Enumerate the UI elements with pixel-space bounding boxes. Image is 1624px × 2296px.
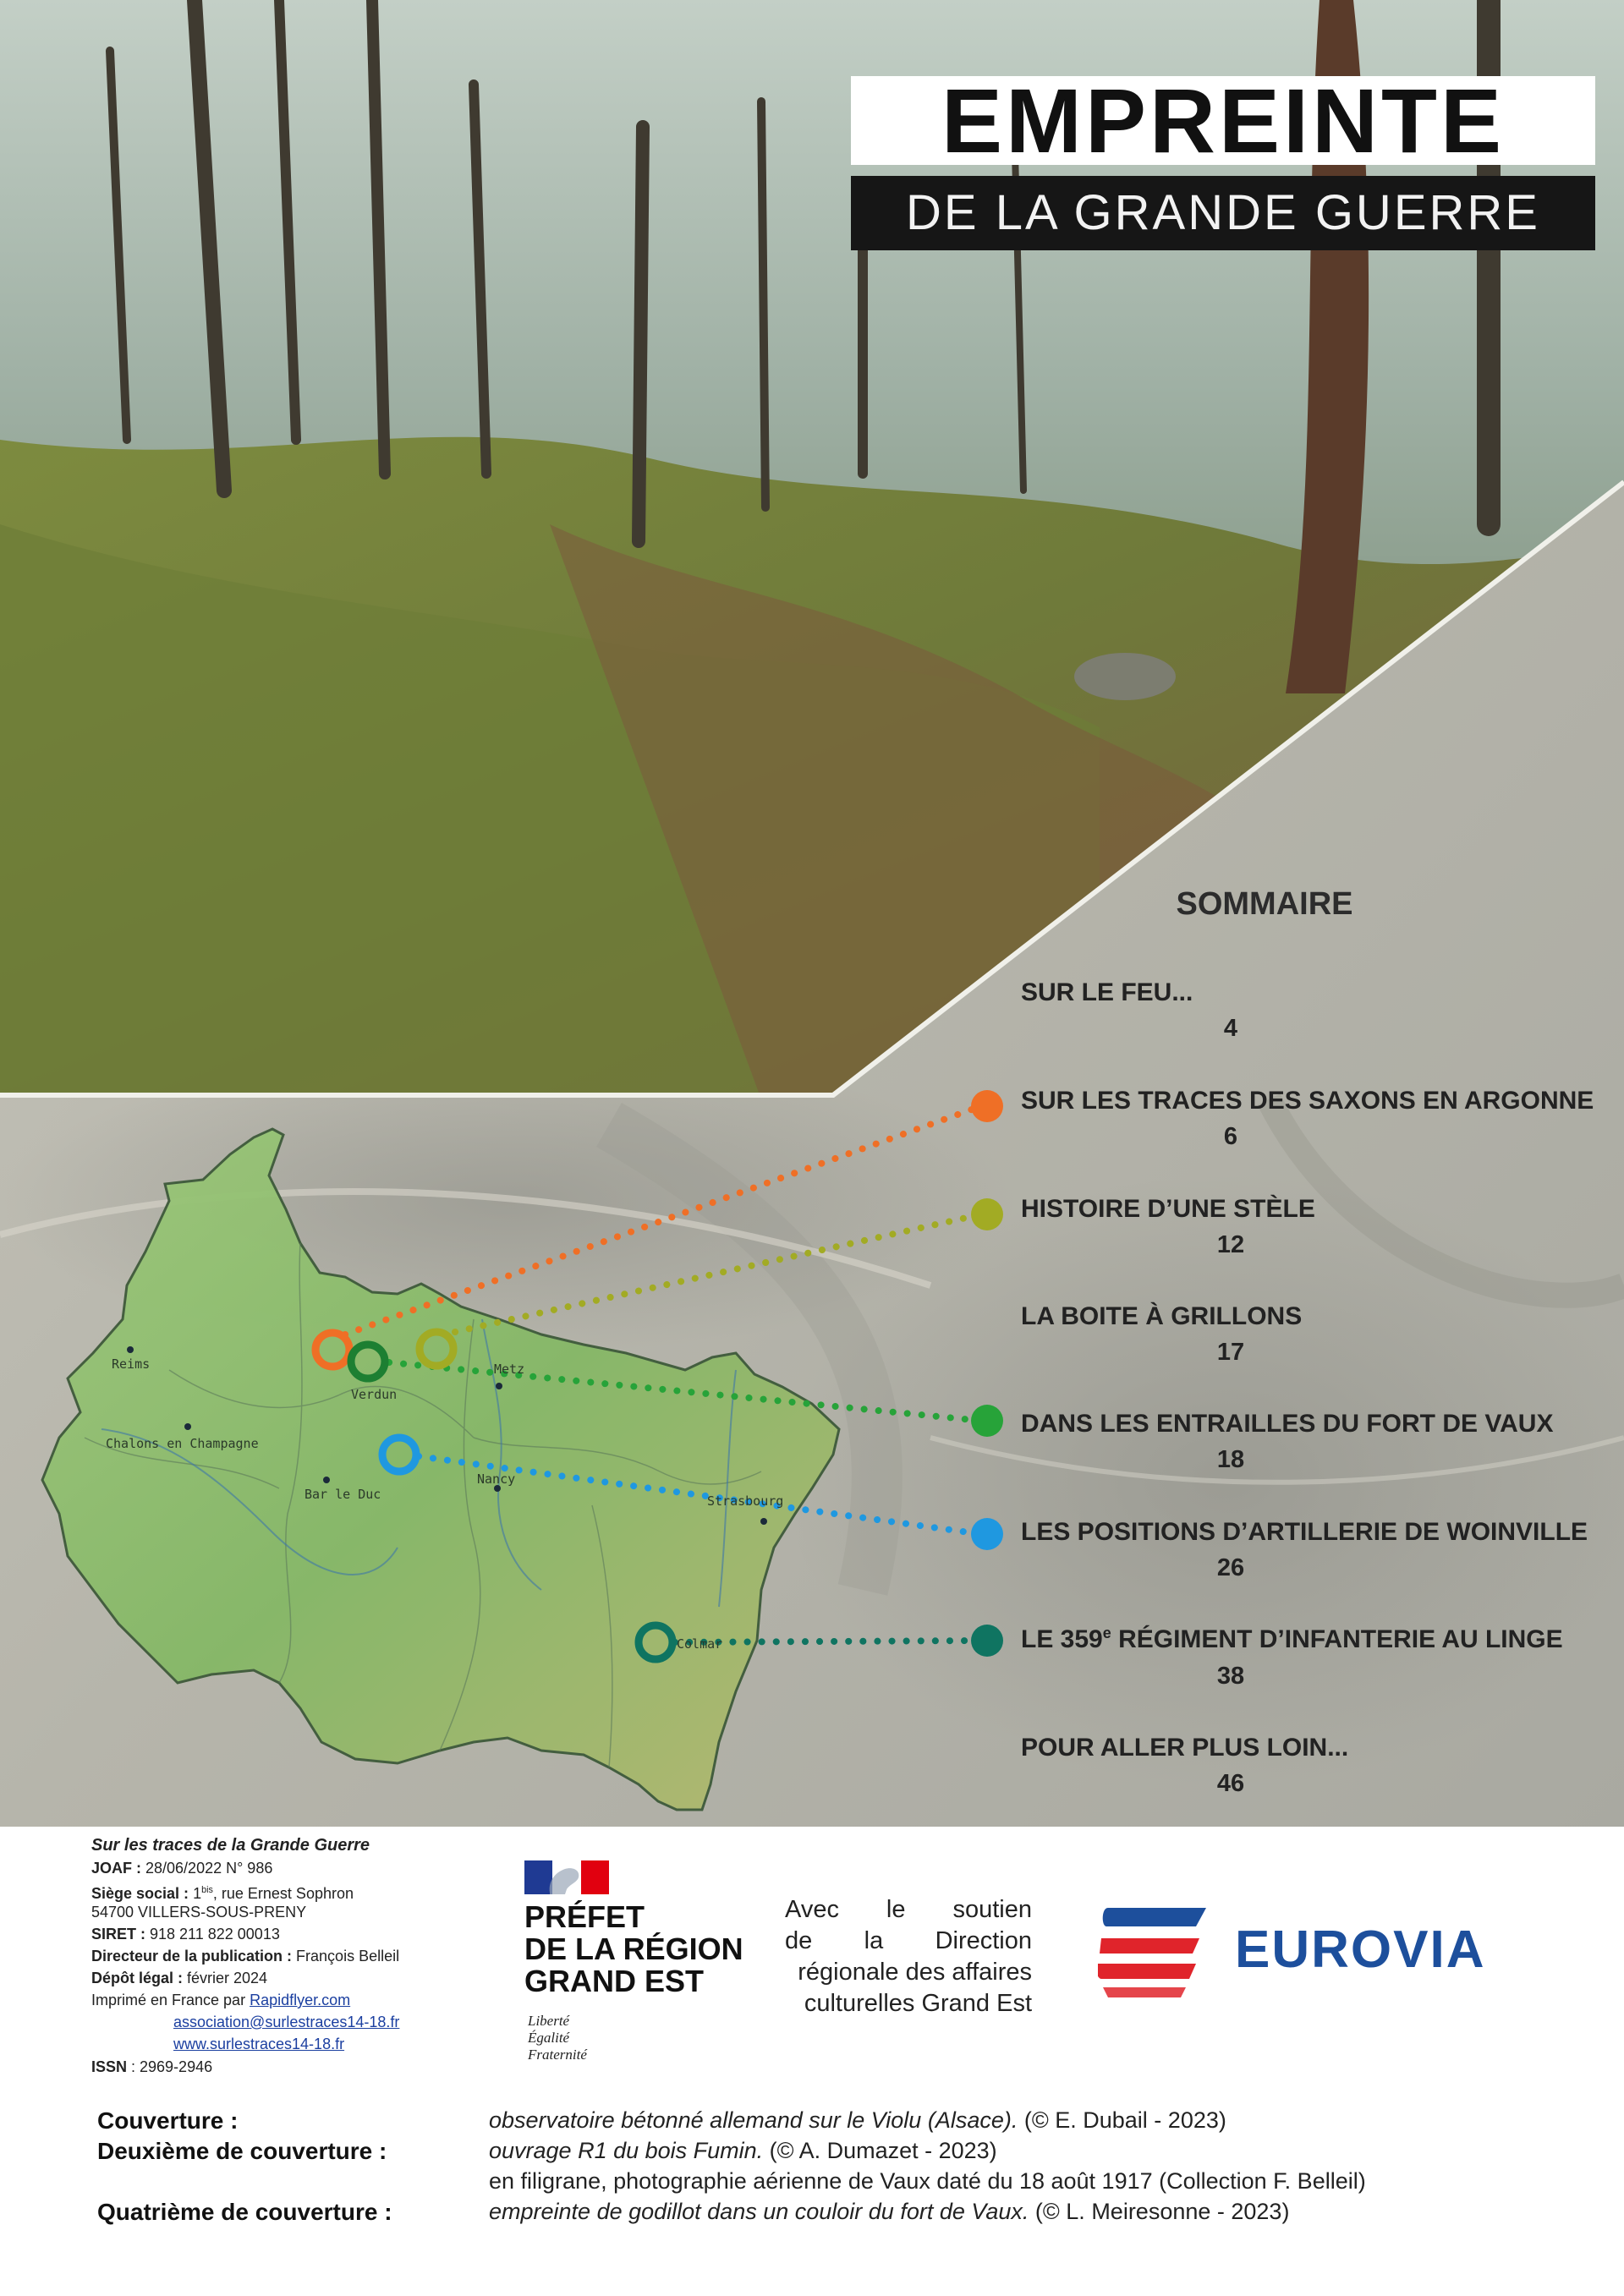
directeur-value: François Belleil [292, 1948, 400, 1964]
siege-value: , rue Ernest Sophron [212, 1885, 354, 1902]
credit-label: Quatrième de couverture : [97, 2199, 392, 2225]
credit-label: Couverture : [97, 2107, 239, 2134]
credit-italic: observatoire bétonné allemand sur le Violu (Alsace). [489, 2107, 1018, 2133]
toc-item-page: 4 [1223, 1015, 1238, 1042]
imprint-imprime [91, 1990, 350, 2010]
toc-item-title[interactable]: DANS LES ENTRAILLES DU FORT DE VAUX [1021, 1410, 1554, 1438]
toc-item-page: 17 [1216, 1339, 1245, 1366]
eurovia-name: EUROVIA [1235, 1921, 1486, 1979]
credit-italic: empreinte de godillot dans un couloir du fort de Vaux. [489, 2199, 1029, 2224]
city-strasbourg: Strasbourg [707, 1493, 784, 1509]
toc-dot-stele [971, 1198, 1003, 1230]
motto-liberte: Liberté [528, 2013, 570, 2029]
toc-item-title[interactable]: LES POSITIONS D’ARTILLERIE DE WOINVILLE [1021, 1518, 1588, 1546]
imprint-siege-city: 54700 VILLERS-SOUS-PRENY [91, 1904, 307, 1921]
city-dot-bar-le-duc [323, 1477, 330, 1483]
imprint-siege [91, 1880, 354, 1904]
marianne-logo [524, 1860, 626, 1894]
toc-dot-woinville [971, 1518, 1003, 1550]
imprint-siret [91, 1924, 280, 1944]
city-dot-strasbourg [760, 1518, 767, 1525]
depot-label: Dépôt légal : [91, 1970, 184, 1986]
imprime-text: Imprimé en France par [91, 1992, 250, 2008]
connector-vaux [389, 1362, 981, 1421]
marker-ring-linge [639, 1625, 672, 1659]
siret-label: SIRET : [91, 1926, 146, 1943]
city-dot-reims [127, 1346, 134, 1353]
toc-title-sup: e [1102, 1625, 1111, 1641]
credit-text [489, 2107, 1226, 2134]
credit-rest: (© E. Dubail - 2023) [1018, 2107, 1226, 2133]
credit-text [489, 2138, 997, 2164]
directeur-label: Directeur de la publication : [91, 1948, 293, 1964]
siege-num: 1 [189, 1885, 202, 1902]
city-nancy: Nancy [477, 1471, 516, 1487]
toc-item-page: 26 [1216, 1554, 1245, 1581]
credit-rest: en filigrane, photographie aérienne de Vaux daté du 18 août 1917 (Collection F. Belleil) [489, 2168, 1366, 2194]
issn-value: : 2969-2946 [127, 2058, 213, 2075]
toc-title-prefix: LE 359 [1021, 1625, 1103, 1653]
marker-ring-saxons [315, 1333, 349, 1367]
city-dot-metz [496, 1383, 502, 1389]
soutien-line-1: Avec le soutien [785, 1896, 1032, 1923]
credit-label: Deuxième de couverture : [97, 2138, 387, 2164]
toc-dot-vaux [971, 1405, 1003, 1437]
depot-value: février 2024 [183, 1970, 268, 1986]
city-dot-chalons [184, 1423, 191, 1430]
imprint-depot [91, 1968, 267, 1988]
email-link[interactable]: association@surlestraces14-18.fr [173, 2014, 400, 2030]
joaf-label: JOAF : [91, 1860, 142, 1877]
toc-dot-linge [971, 1625, 1003, 1657]
toc-item-title[interactable]: LA BOITE À GRILLONS [1021, 1302, 1303, 1330]
city-reims: Reims [112, 1356, 151, 1372]
marker-ring-vaux [351, 1345, 385, 1378]
issn-label: ISSN [91, 2058, 128, 2075]
toc-item-title[interactable]: POUR ALLER PLUS LOIN... [1021, 1734, 1349, 1762]
credit-rest: (© L. Meiresonne - 2023) [1029, 2199, 1290, 2224]
toc-item-title[interactable]: SUR LES TRACES DES SAXONS EN ARGONNE [1021, 1087, 1594, 1115]
credit-text [489, 2168, 1366, 2195]
city-colmar: Colmar [677, 1636, 723, 1652]
prefet-name [524, 1901, 743, 1997]
soutien-line-3: régionale des affaires [798, 1959, 1032, 1986]
eurovia-icon [1098, 1901, 1208, 2003]
siege-sup: bis [201, 1885, 213, 1895]
toc-item-title[interactable]: SUR LE FEU... [1021, 978, 1193, 1006]
soutien-text [785, 1894, 1032, 2019]
imprint-directeur [91, 1946, 399, 1966]
toc-title-suffix: RÉGIMENT D’INFANTERIE AU LINGE [1111, 1625, 1563, 1653]
magazine-title: EMPREINTE [851, 76, 1595, 165]
toc-item-page: 18 [1216, 1446, 1245, 1473]
marker-ring-stele [420, 1332, 453, 1366]
prefet-line-1: PRÉFET [524, 1899, 645, 1934]
toc-item-page: 6 [1223, 1123, 1238, 1150]
siret-value: 918 211 822 00013 [145, 1926, 280, 1943]
connector-stele [455, 1214, 981, 1332]
sommaire-heading: SOMMAIRE [1176, 886, 1353, 922]
credit-italic: ouvrage R1 du bois Fumin. [489, 2138, 764, 2163]
magazine-subtitle: DE LA GRANDE GUERRE [851, 176, 1595, 250]
soutien-line-4: culturelles Grand Est [804, 1990, 1032, 2017]
printer-link[interactable]: Rapidflyer.com [250, 1992, 351, 2008]
toc-item-page: 38 [1216, 1663, 1245, 1690]
city-chalons: Chalons en Champagne [106, 1436, 259, 1451]
marker-ring-woinville [382, 1438, 416, 1471]
siege-label: Siège social : [91, 1885, 189, 1902]
toc-item-page: 12 [1216, 1231, 1245, 1258]
toc-item-title[interactable] [1021, 1625, 1563, 1654]
credit-text [489, 2199, 1289, 2225]
motto-fraternite: Fraternité [528, 2047, 587, 2063]
imprint-joaf [91, 1858, 272, 1878]
prefet-line-3: GRAND EST [524, 1964, 705, 1998]
credit-rest: (© A. Dumazet - 2023) [763, 2138, 997, 2163]
toc-item-title[interactable]: HISTOIRE D’UNE STÈLE [1021, 1195, 1315, 1223]
prefet-motto [528, 2013, 587, 2063]
soutien-line-2: de la Direction [785, 1927, 1032, 1954]
motto-egalite: Égalité [528, 2030, 570, 2046]
imprint-footer [0, 1827, 1624, 2296]
connector-woinville [419, 1456, 981, 1534]
website-link[interactable]: www.surlestraces14-18.fr [173, 2036, 345, 2052]
city-bar-le-duc: Bar le Duc [304, 1487, 381, 1502]
city-metz: Metz [494, 1362, 525, 1377]
publication-title: Sur les traces de la Grande Guerre [91, 1836, 370, 1855]
toc-dot-saxons [971, 1090, 1003, 1122]
marianne-icon [524, 1860, 609, 1894]
city-verdun: Verdun [351, 1387, 398, 1402]
prefet-line-2: DE LA RÉGION [524, 1932, 743, 1966]
imprint-issn [91, 2057, 212, 2077]
joaf-value: 28/06/2022 N° 986 [141, 1860, 273, 1877]
connector-saxons [345, 1106, 981, 1334]
toc-item-page: 46 [1216, 1770, 1245, 1797]
